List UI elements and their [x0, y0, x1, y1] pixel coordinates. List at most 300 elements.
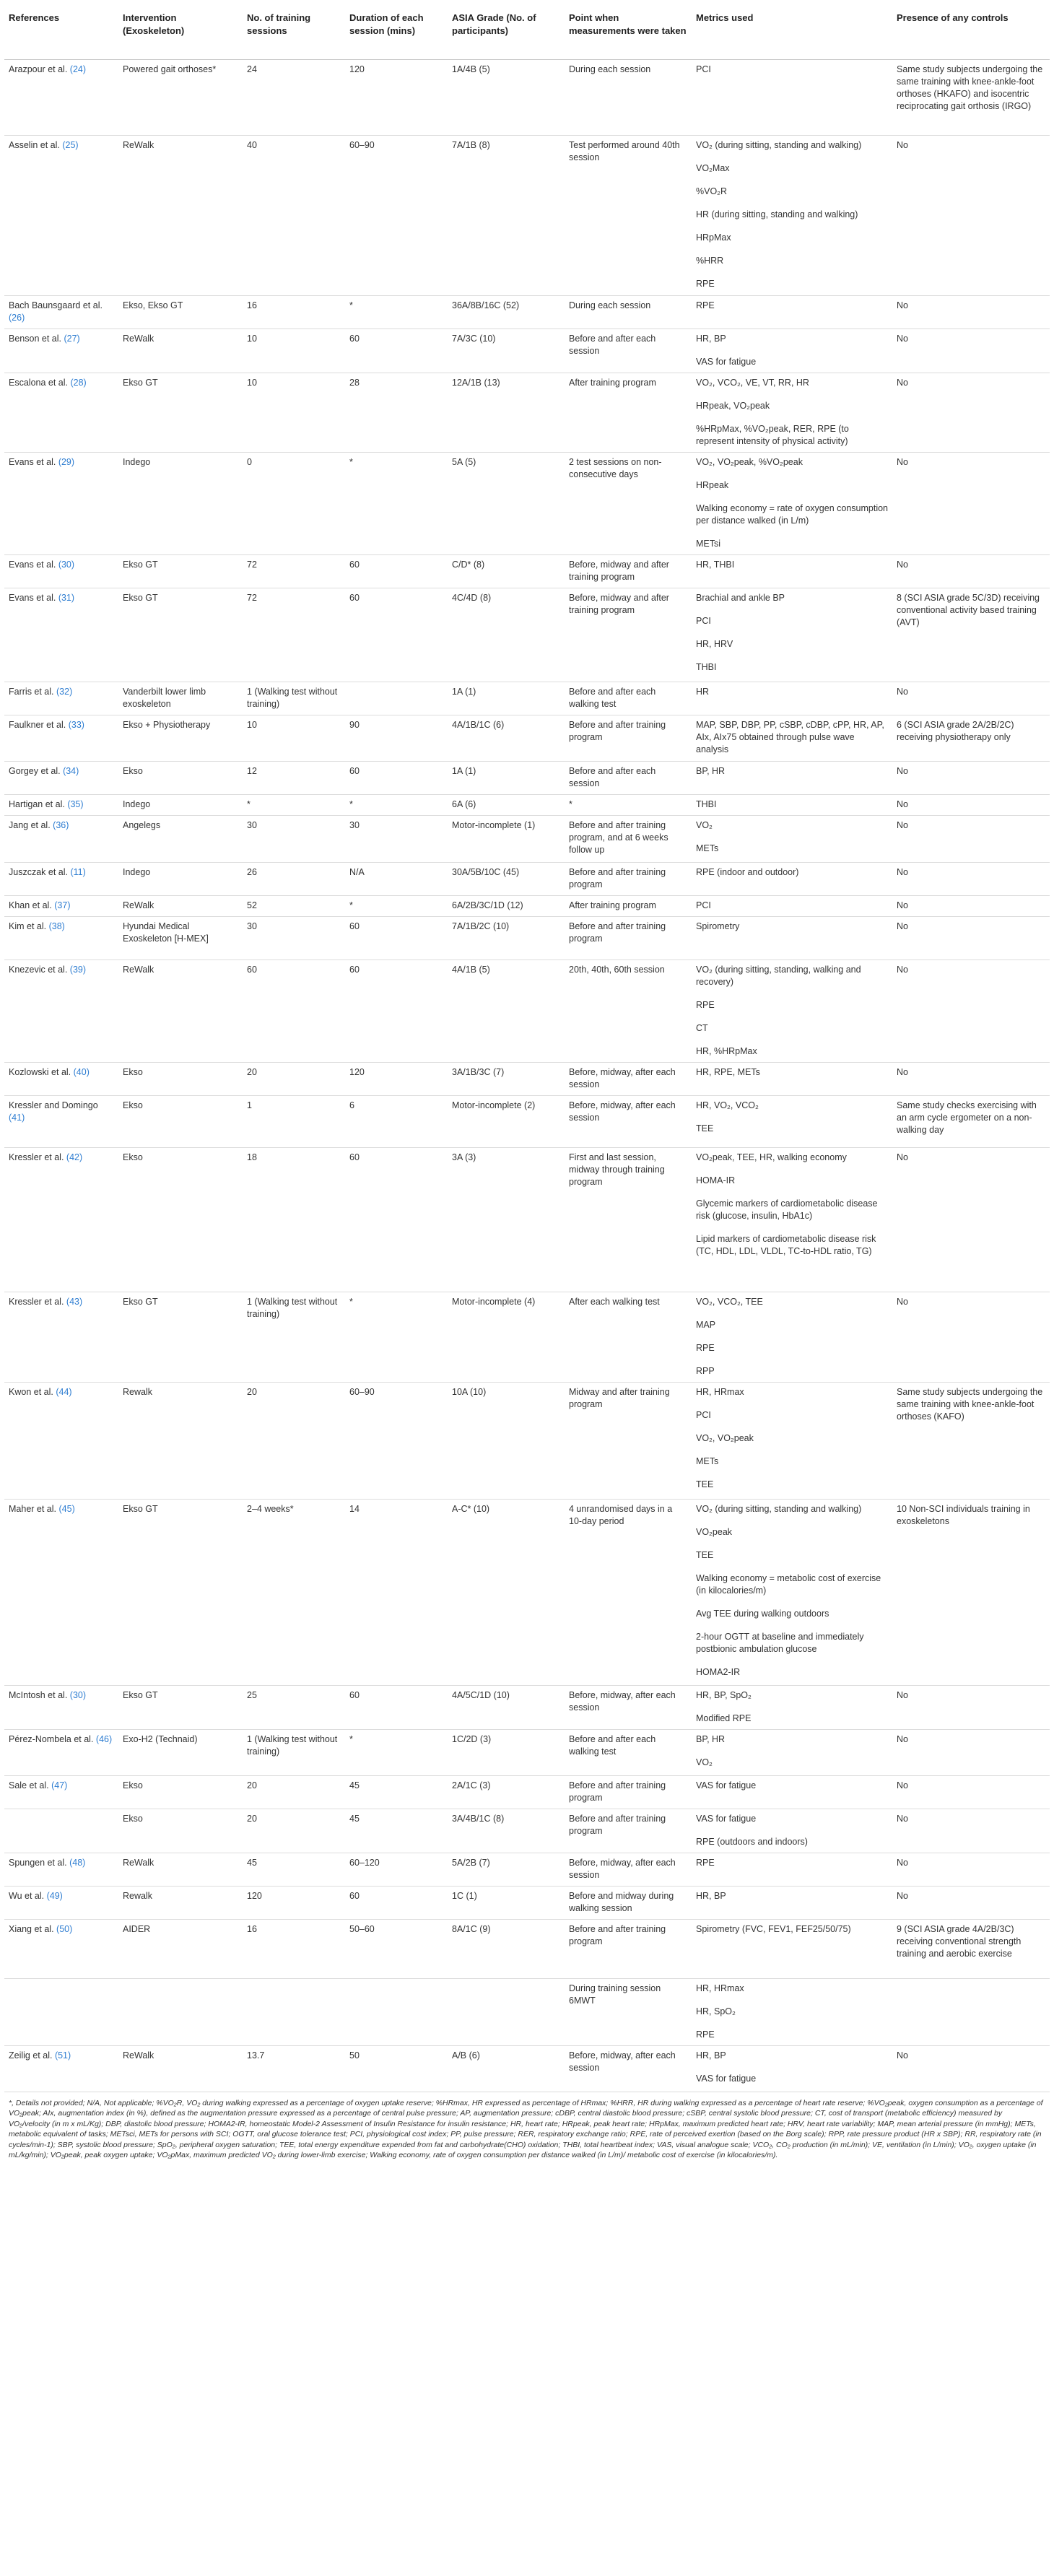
- cell-metrics: [692, 895, 892, 916]
- cell-measurement-point: During each session: [565, 59, 692, 135]
- cell-metrics: [692, 2045, 892, 2092]
- cell-asia-grade: 8A/1C (9): [448, 1919, 565, 1978]
- table-row: [4, 1853, 1050, 1886]
- cell-reference: [4, 761, 118, 794]
- table-row: [4, 1809, 1050, 1853]
- table-row: [4, 452, 1050, 554]
- cell-asia-grade: 1C (1): [448, 1886, 565, 1919]
- cell-metrics: [692, 554, 892, 588]
- cell-controls: No: [892, 1775, 1050, 1809]
- cell-intervention: Vanderbilt lower limb exoskeleton: [118, 682, 243, 715]
- citation-link[interactable]: (42): [66, 1152, 83, 1162]
- cell-intervention: Indego: [118, 794, 243, 815]
- metric-item: VO₂, VCO₂, TEE: [696, 1296, 763, 1307]
- metric-item: HRpeak: [696, 479, 729, 490]
- studies-table: [4, 7, 1050, 2092]
- reference-author: Evans et al.: [9, 592, 56, 603]
- table-row: [4, 1095, 1050, 1147]
- metric-item: RPP: [696, 1365, 715, 1376]
- cell-reference: [4, 895, 118, 916]
- metric-item: VO₂: [696, 1757, 713, 1767]
- cell-metrics: [692, 761, 892, 794]
- metric-item: Walking economy = rate of oxygen consumption per distance walked (in L/m): [696, 502, 888, 526]
- cell-controls: 6 (SCI ASIA grade 2A/2B/2C) receiving physiotherapy only: [892, 715, 1050, 761]
- citation-link[interactable]: (36): [53, 819, 69, 830]
- cell-measurement-point: Before, midway, after each session: [565, 1685, 692, 1729]
- cell-measurement-point: Midway and after training program: [565, 1382, 692, 1499]
- cell-reference: [4, 452, 118, 554]
- citation-link[interactable]: (44): [56, 1386, 72, 1397]
- cell-duration: 60: [345, 588, 448, 682]
- cell-duration: [345, 682, 448, 715]
- cell-duration: 50–60: [345, 1919, 448, 1978]
- cell-duration: *: [345, 895, 448, 916]
- metric-item: HR, THBI: [696, 559, 735, 570]
- cell-training-sessions: 26: [243, 862, 345, 895]
- cell-asia-grade: 2A/1C (3): [448, 1775, 565, 1809]
- citation-link[interactable]: (31): [58, 592, 75, 603]
- cell-reference: [4, 588, 118, 682]
- cell-duration: *: [345, 794, 448, 815]
- metric-item: THBI: [696, 799, 717, 809]
- cell-reference: [4, 328, 118, 373]
- cell-controls: No: [892, 815, 1050, 862]
- cell-measurement-point: 20th, 40th, 60th session: [565, 960, 692, 1062]
- cell-asia-grade: Motor-incomplete (1): [448, 815, 565, 862]
- citation-link[interactable]: (46): [95, 1733, 113, 1744]
- metric-item: HR, BP: [696, 333, 726, 344]
- metric-item: RPE: [696, 999, 715, 1010]
- cell-training-sessions: 1 (Walking test without training): [243, 682, 345, 715]
- cell-reference: [4, 59, 118, 135]
- cell-measurement-point: Before and after training program: [565, 1809, 692, 1853]
- cell-controls: No: [892, 135, 1050, 295]
- metric-item: PCI: [696, 615, 711, 626]
- cell-duration: 28: [345, 373, 448, 452]
- cell-metrics: [692, 59, 892, 135]
- cell-controls: No: [892, 1147, 1050, 1292]
- cell-controls: No: [892, 1685, 1050, 1729]
- cell-asia-grade: 7A/1B/2C (10): [448, 916, 565, 960]
- cell-measurement-point: Before, midway and after training program: [565, 554, 692, 588]
- citation-link[interactable]: (29): [58, 456, 75, 467]
- cell-metrics: [692, 1775, 892, 1809]
- cell-training-sessions: 72: [243, 588, 345, 682]
- cell-training-sessions: 0: [243, 452, 345, 554]
- cell-measurement-point: 2 test sessions on non-consecutive days: [565, 452, 692, 554]
- cell-controls: [892, 1978, 1050, 2045]
- cell-duration: 50: [345, 2045, 448, 2092]
- cell-asia-grade: [448, 1978, 565, 2045]
- cell-training-sessions: 52: [243, 895, 345, 916]
- metric-item: %HRR: [696, 255, 724, 266]
- cell-intervention: Exo-H2 (Technaid): [118, 1729, 243, 1775]
- table-row: [4, 715, 1050, 761]
- cell-asia-grade: 4A/5C/1D (10): [448, 1685, 565, 1729]
- metric-item: RPE: [696, 278, 715, 289]
- cell-asia-grade: 4A/1B (5): [448, 960, 565, 1062]
- metric-item: Spirometry (FVC, FEV1, FEF25/50/75): [696, 1923, 851, 1934]
- cell-controls: 10 Non-SCI individuals training in exoskeletons: [892, 1499, 1050, 1685]
- cell-intervention: Ekso GT: [118, 1499, 243, 1685]
- cell-measurement-point: Before and after each walking test: [565, 682, 692, 715]
- cell-controls: No: [892, 895, 1050, 916]
- cell-controls: 9 (SCI ASIA grade 4A/2B/3C) receiving conventional strength training and aerobic exercise: [892, 1919, 1050, 1978]
- cell-duration: 60: [345, 1147, 448, 1292]
- cell-measurement-point: *: [565, 794, 692, 815]
- reference-author: Evans et al.: [9, 456, 56, 467]
- table-row: [4, 59, 1050, 135]
- cell-duration: *: [345, 1292, 448, 1382]
- metric-item: Lipid markers of cardiometabolic disease risk (TC, HDL, LDL, VLDL, TC-to-HDL ratio, TG): [696, 1233, 876, 1256]
- citation-link[interactable]: (49): [46, 1890, 63, 1901]
- cell-training-sessions: 40: [243, 135, 345, 295]
- cell-metrics: [692, 815, 892, 862]
- cell-intervention: Ekso: [118, 1095, 243, 1147]
- metric-item: VO₂ (during sitting, standing and walking): [696, 139, 862, 150]
- cell-metrics: [692, 1729, 892, 1775]
- cell-metrics: [692, 1853, 892, 1886]
- cell-metrics: [692, 715, 892, 761]
- header-references: References: [4, 7, 118, 59]
- cell-measurement-point: Before, midway, after each session: [565, 2045, 692, 2092]
- cell-measurement-point: Before, midway, after each session: [565, 1095, 692, 1147]
- table-row: [4, 862, 1050, 895]
- cell-asia-grade: 3A/1B/3C (7): [448, 1062, 565, 1095]
- cell-training-sessions: 10: [243, 715, 345, 761]
- table-row: [4, 588, 1050, 682]
- header-measurement-point: Point when measurements were taken: [565, 7, 692, 59]
- citation-link[interactable]: (39): [69, 964, 87, 975]
- reference-author: Faulkner et al.: [9, 719, 66, 730]
- cell-controls: No: [892, 373, 1050, 452]
- cell-controls: No: [892, 295, 1050, 328]
- metric-item: RPE (outdoors and indoors): [696, 1836, 808, 1847]
- cell-metrics: [692, 1809, 892, 1853]
- cell-duration: 60: [345, 761, 448, 794]
- citation-link[interactable]: (25): [62, 139, 79, 150]
- metric-item: HR, BP, SpO₂: [696, 1689, 752, 1700]
- table-row: [4, 1292, 1050, 1382]
- cell-asia-grade: 1A (1): [448, 682, 565, 715]
- metric-item: Glycemic markers of cardiometabolic disease risk (glucose, insulin, HbA1c): [696, 1198, 878, 1221]
- cell-metrics: [692, 916, 892, 960]
- metric-item: VO₂peak, TEE, HR, walking economy: [696, 1152, 847, 1162]
- metric-item: HR, HRmax: [696, 1983, 744, 1993]
- cell-reference: [4, 295, 118, 328]
- cell-training-sessions: 20: [243, 1775, 345, 1809]
- cell-measurement-point: Before and after each session: [565, 761, 692, 794]
- cell-duration: 14: [345, 1499, 448, 1685]
- cell-controls: No: [892, 960, 1050, 1062]
- cell-training-sessions: 30: [243, 815, 345, 862]
- citation-link[interactable]: (35): [67, 799, 84, 809]
- cell-intervention: Ekso: [118, 1062, 243, 1095]
- metric-item: HR, HRmax: [696, 1386, 744, 1397]
- cell-controls: No: [892, 2045, 1050, 2092]
- reference-author: Asselin et al.: [9, 139, 60, 150]
- cell-measurement-point: Before and after each walking test: [565, 1729, 692, 1775]
- metric-item: BP, HR: [696, 1733, 726, 1744]
- citation-link[interactable]: (30): [69, 1689, 87, 1700]
- metric-item: Modified RPE: [696, 1713, 752, 1723]
- cell-metrics: [692, 295, 892, 328]
- cell-intervention: ReWalk: [118, 328, 243, 373]
- metric-item: RPE: [696, 300, 715, 310]
- cell-asia-grade: 3A (3): [448, 1147, 565, 1292]
- cell-reference: [4, 1147, 118, 1292]
- cell-measurement-point: First and last session, midway through training program: [565, 1147, 692, 1292]
- cell-intervention: Powered gait orthoses*: [118, 59, 243, 135]
- cell-measurement-point: Before, midway and after training program: [565, 588, 692, 682]
- citation-link[interactable]: (37): [54, 900, 71, 910]
- header-duration: Duration of each session (mins): [345, 7, 448, 59]
- citation-link[interactable]: (32): [56, 686, 73, 697]
- cell-metrics: [692, 862, 892, 895]
- cell-controls: No: [892, 761, 1050, 794]
- cell-training-sessions: 1 (Walking test without training): [243, 1292, 345, 1382]
- cell-training-sessions: 20: [243, 1382, 345, 1499]
- cell-duration: [345, 1978, 448, 2045]
- metric-item: RPE: [696, 1857, 715, 1868]
- cell-reference: [4, 1382, 118, 1499]
- cell-intervention: Ekso GT: [118, 1685, 243, 1729]
- metric-item: HR, BP: [696, 2050, 726, 2061]
- reference-author: Jang et al.: [9, 819, 51, 830]
- cell-measurement-point: During each session: [565, 295, 692, 328]
- cell-training-sessions: 30: [243, 916, 345, 960]
- reference-author: Hartigan et al.: [9, 799, 65, 809]
- cell-controls: No: [892, 862, 1050, 895]
- cell-duration: 45: [345, 1809, 448, 1853]
- metric-item: %HRpMax, %VO₂peak, RER, RPE (to represent intensity of physical activity): [696, 423, 849, 446]
- cell-metrics: [692, 1685, 892, 1729]
- cell-controls: Same study subjects undergoing the same training with knee-ankle-foot orthoses (HKAFO) and isocentric reciprocating gait orthosis (IRGO): [892, 59, 1050, 135]
- citation-link[interactable]: (38): [48, 921, 65, 931]
- citation-link[interactable]: (47): [51, 1780, 68, 1790]
- cell-measurement-point: Before and after training program: [565, 715, 692, 761]
- citation-link[interactable]: (24): [69, 64, 87, 74]
- cell-training-sessions: 12: [243, 761, 345, 794]
- cell-duration: *: [345, 452, 448, 554]
- cell-measurement-point: Before and after training program, and at 6 weeks follow up: [565, 815, 692, 862]
- table-row: [4, 2045, 1050, 2092]
- cell-metrics: [692, 960, 892, 1062]
- cell-intervention: Ekso GT: [118, 373, 243, 452]
- reference-author: McIntosh et al.: [9, 1689, 68, 1700]
- citation-link[interactable]: (30): [58, 559, 75, 570]
- reference-author: Juszczak et al.: [9, 866, 68, 877]
- cell-reference: [4, 2045, 118, 2092]
- reference-author: Pérez-Nombela et al.: [9, 1733, 94, 1744]
- reference-author: Arazpour et al.: [9, 64, 68, 74]
- cell-intervention: Indego: [118, 862, 243, 895]
- cell-controls: No: [892, 682, 1050, 715]
- citation-link[interactable]: (27): [64, 333, 80, 344]
- reference-author: Sale et al.: [9, 1780, 49, 1790]
- cell-reference: [4, 1729, 118, 1775]
- cell-asia-grade: C/D* (8): [448, 554, 565, 588]
- table-footnote: *, Details not provided; N/A, Not applicable; %VO₂R, VO₂ during walking expressed as a percentage of oxygen uptake reserve; %HRmax, HR expressed as percentage of HRmax; %HRR, HR during walking expressed as a percentage of heart rate reserve; %VO₂peak, oxygen consumption as a percentage of VO₂peak; AIx, augmentation index (in %), defined as the augmentation pressure expressed as a percentage of central pulse pressure; AP, augmentation pressure; cDBP, central diastolic blood pressure; cSBP, central systolic blood pressure; CT, cost of transport (metabolic efficiency) measured by VO₂/velocity (in m x mL/Kg); DBP, diastolic blood pressure; HOMA2-IR, homeostatic Model-2 Assessment of Insulin Resistance for insulin resistance; HR, heart rate; HRpeak, peak heart rate; HRpMax, maximum predicted heart rate; HRV, heart rate variability; MAP, mean arterial pressure (in mmHg); METs, metabolic equivalent of tasks; METsci, METs for persons with SCI; OGTT, oral glucose tolerance test; PCI, physiological cost index; PP, pulse pressure; RER, respiratory exchange ratio; RPE, rate of perceived exertion (based on the Borg scale); RPP, rate pressure product (HR x SBP); RR, respiratory rate (in cycles/min-1); SBP, systolic blood pressure; SpO₂, peripheral oxygen saturation; TEE, total energy expenditure expended from fat and carbohydrate(CHO) oxidation; THBI, total heartbeat index; VAS, visual analogue scale; VCO₂, CO₂ production (in mL/min); VE, ventilation (in L/min); VO₂, oxygen uptake (in mL/kg/min); VO₂peak, peak oxygen uptake; VO₂pMax, maximum predicted VO₂ during lower-limb exercise; Walking economy, rate of oxygen consumption per distance walked (in L/m)/ metabolic cost of exercise (in kilocalories/m).: [9, 2098, 1043, 2159]
- cell-metrics: [692, 1062, 892, 1095]
- cell-measurement-point: During training session 6MWT: [565, 1978, 692, 2045]
- metric-item: VO₂ (during sitting, standing and walking): [696, 1503, 862, 1514]
- cell-measurement-point: Test performed around 40th session: [565, 135, 692, 295]
- citation-link[interactable]: (33): [68, 719, 84, 730]
- metric-item: HR, RPE, METs: [696, 1066, 760, 1077]
- cell-reference: [4, 1978, 118, 2045]
- cell-metrics: [692, 1886, 892, 1919]
- cell-reference: [4, 682, 118, 715]
- cell-training-sessions: 10: [243, 328, 345, 373]
- cell-controls: No: [892, 794, 1050, 815]
- cell-controls: Same study checks exercising with an arm cycle ergometer on a non-walking day: [892, 1095, 1050, 1147]
- cell-intervention: Hyundai Medical Exoskeleton [H-MEX]: [118, 916, 243, 960]
- cell-asia-grade: 4A/1B/1C (6): [448, 715, 565, 761]
- cell-training-sessions: 1: [243, 1095, 345, 1147]
- cell-controls: No: [892, 916, 1050, 960]
- metric-item: TEE: [696, 1123, 714, 1133]
- citation-link[interactable]: (34): [63, 765, 79, 776]
- cell-duration: 60–90: [345, 1382, 448, 1499]
- citation-link[interactable]: (48): [69, 1857, 86, 1868]
- metric-item: HR, BP: [696, 1890, 726, 1901]
- cell-metrics: [692, 452, 892, 554]
- metric-item: HR, %HRpMax: [696, 1045, 757, 1056]
- cell-duration: 60: [345, 1685, 448, 1729]
- cell-measurement-point: Before and after training program: [565, 1919, 692, 1978]
- reference-author: Kressler and Domingo: [9, 1100, 98, 1110]
- metric-item: RPE (indoor and outdoor): [696, 866, 799, 877]
- cell-metrics: [692, 373, 892, 452]
- cell-reference: [4, 1499, 118, 1685]
- cell-asia-grade: 10A (10): [448, 1382, 565, 1499]
- table-row: [4, 1147, 1050, 1292]
- cell-metrics: [692, 588, 892, 682]
- cell-measurement-point: 4 unrandomised days in a 10-day period: [565, 1499, 692, 1685]
- citation-link[interactable]: (51): [54, 2050, 71, 2061]
- cell-intervention: Ekso, Ekso GT: [118, 295, 243, 328]
- cell-reference: [4, 1886, 118, 1919]
- header-asia-grade: ASIA Grade (No. of participants): [448, 7, 565, 59]
- cell-reference: [4, 1919, 118, 1978]
- table-row: [4, 1775, 1050, 1809]
- cell-asia-grade: 3A/4B/1C (8): [448, 1809, 565, 1853]
- cell-reference: [4, 794, 118, 815]
- cell-duration: 60: [345, 554, 448, 588]
- cell-duration: 60: [345, 960, 448, 1062]
- metric-item: MAP, SBP, DBP, PP, cSBP, cDBP, cPP, HR, AP, AIx, AIx75 obtained through pulse wave analysis: [696, 719, 884, 754]
- cell-intervention: ReWalk: [118, 135, 243, 295]
- metric-item: VAS for fatigue: [696, 2073, 757, 2084]
- table-row: [4, 895, 1050, 916]
- reference-author: Evans et al.: [9, 559, 56, 570]
- reference-author: Khan et al.: [9, 900, 52, 910]
- metric-item: VO₂: [696, 819, 713, 830]
- table-body: [4, 59, 1050, 2092]
- cell-training-sessions: 45: [243, 1853, 345, 1886]
- citation-link[interactable]: (26): [9, 312, 25, 323]
- reference-author: Bach Baunsgaard et al.: [9, 300, 103, 310]
- table-row: [4, 960, 1050, 1062]
- metric-item: Spirometry: [696, 921, 740, 931]
- cell-controls: No: [892, 1062, 1050, 1095]
- table-row: [4, 1919, 1050, 1978]
- cell-controls: No: [892, 1292, 1050, 1382]
- cell-measurement-point: Before, midway, after each session: [565, 1062, 692, 1095]
- cell-asia-grade: 36A/8B/16C (52): [448, 295, 565, 328]
- reference-author: Xiang et al.: [9, 1923, 54, 1934]
- metric-item: PCI: [696, 64, 711, 74]
- cell-asia-grade: 30A/5B/10C (45): [448, 862, 565, 895]
- cell-training-sessions: 24: [243, 59, 345, 135]
- cell-training-sessions: 16: [243, 295, 345, 328]
- table-row: [4, 373, 1050, 452]
- citation-link[interactable]: (45): [58, 1503, 75, 1514]
- metric-item: HR: [696, 686, 710, 697]
- cell-reference: [4, 1853, 118, 1886]
- cell-controls: No: [892, 1886, 1050, 1919]
- cell-reference: [4, 1775, 118, 1809]
- cell-metrics: [692, 682, 892, 715]
- cell-asia-grade: 6A/2B/3C/1D (12): [448, 895, 565, 916]
- cell-reference: [4, 960, 118, 1062]
- metric-item: VO₂, VO₂peak, %VO₂peak: [696, 456, 803, 467]
- metric-item: TEE: [696, 1479, 714, 1489]
- reference-author: Escalona et al.: [9, 377, 68, 388]
- metric-item: VO₂ (during sitting, standing, walking and recovery): [696, 964, 861, 987]
- cell-asia-grade: 5A/2B (7): [448, 1853, 565, 1886]
- cell-intervention: [118, 1978, 243, 2045]
- cell-training-sessions: *: [243, 794, 345, 815]
- cell-intervention: Ekso GT: [118, 588, 243, 682]
- cell-controls: No: [892, 1729, 1050, 1775]
- reference-author: Wu et al.: [9, 1890, 45, 1901]
- reference-author: Gorgey et al.: [9, 765, 61, 776]
- cell-asia-grade: 7A/3C (10): [448, 328, 565, 373]
- cell-metrics: [692, 794, 892, 815]
- citation-link[interactable]: (40): [73, 1066, 90, 1077]
- reference-author: Farris et al.: [9, 686, 54, 697]
- citation-link[interactable]: (11): [70, 866, 86, 877]
- cell-intervention: ReWalk: [118, 1853, 243, 1886]
- metric-item: THBI: [696, 661, 717, 672]
- cell-metrics: [692, 1919, 892, 1978]
- cell-reference: [4, 1685, 118, 1729]
- cell-training-sessions: 13.7: [243, 2045, 345, 2092]
- cell-intervention: Ekso GT: [118, 554, 243, 588]
- cell-reference: [4, 373, 118, 452]
- table-row: [4, 1499, 1050, 1685]
- table-row: [4, 295, 1050, 328]
- metric-item: HRpeak, VO₂peak: [696, 400, 770, 411]
- cell-duration: *: [345, 295, 448, 328]
- table-row: [4, 1729, 1050, 1775]
- cell-measurement-point: Before and after each session: [565, 328, 692, 373]
- citation-link[interactable]: (43): [66, 1296, 83, 1307]
- metric-item: METs: [696, 843, 719, 853]
- cell-duration: 120: [345, 1062, 448, 1095]
- metric-item: PCI: [696, 1409, 711, 1420]
- metric-item: VAS for fatigue: [696, 1780, 757, 1790]
- citation-link[interactable]: (50): [56, 1923, 73, 1934]
- citation-link[interactable]: (41): [9, 1112, 25, 1123]
- cell-measurement-point: Before and after training program: [565, 1775, 692, 1809]
- citation-link[interactable]: (28): [70, 377, 87, 388]
- cell-training-sessions: 72: [243, 554, 345, 588]
- cell-asia-grade: 4C/4D (8): [448, 588, 565, 682]
- metric-item: HOMA-IR: [696, 1175, 736, 1185]
